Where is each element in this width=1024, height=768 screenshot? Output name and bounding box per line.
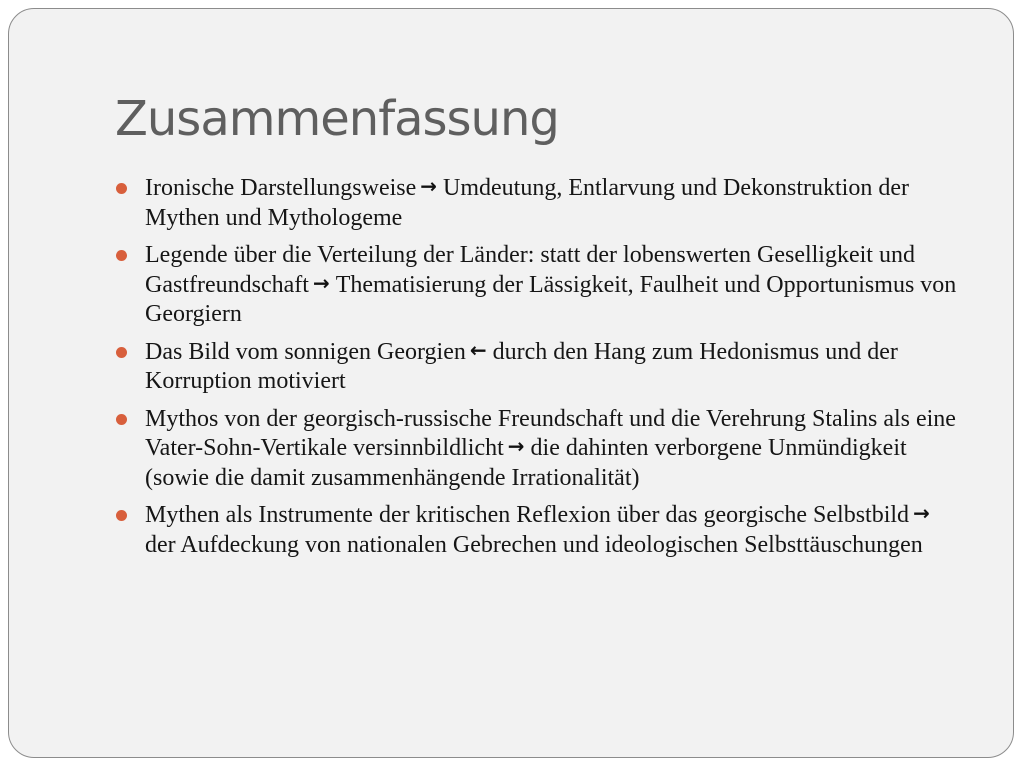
arrow-right-icon: → <box>507 434 525 458</box>
bullet-dot-icon <box>116 250 127 261</box>
bullet-text: der Aufdeckung von nationalen Gebrechen und ideologischen Selbsttäuschungen <box>145 531 923 558</box>
bullet-item <box>145 405 965 494</box>
bullet-item <box>145 241 965 330</box>
bullet-item <box>145 174 965 233</box>
bullet-dot-icon <box>116 347 127 358</box>
arrow-right-icon: → <box>312 270 330 295</box>
arrow-right-icon: → <box>420 174 438 198</box>
slide <box>8 8 1014 758</box>
bullet-text: Legende über die Verteilung der Länder: statt der lobenswerten Geselligkeit und Gastfreundschaft <box>145 242 915 298</box>
bullet-text: die dahinten verborgene Unmündigkeit (sowie die damit zusammenhängende Irrationalität) <box>145 435 907 491</box>
bullet-list <box>145 174 965 568</box>
arrow-right-icon: → <box>913 501 930 525</box>
bullet-text: Mythen als Instrumente der kritischen Reflexion über das georgische Selbstbild <box>145 502 910 528</box>
bullet-item <box>145 501 965 560</box>
bullet-text: durch den Hang zum Hedonismus und der Korruption motiviert <box>145 338 898 394</box>
bullet-dot-icon <box>116 183 127 194</box>
bullet-text: Umdeutung, Entlarvung und Dekonstruktion der Mythen und Mythologeme <box>145 175 909 231</box>
bullet-dot-icon <box>116 510 127 521</box>
slide-title: Zusammenfassung <box>115 91 559 147</box>
bullet-dot-icon <box>116 414 127 425</box>
arrow-left-icon: ← <box>469 337 487 362</box>
bullet-item <box>145 338 965 397</box>
bullet-text: Mythos von der georgisch-russische Freundschaft und die Verehrung Stalins als eine Vater-Sohn-Vertikale versinnbildlicht <box>145 405 956 461</box>
bullet-text: Ironische Darstellungsweise <box>145 175 417 201</box>
bullet-text: Das Bild vom sonnigen Georgien <box>145 338 466 365</box>
bullet-text: Thematisierung der Lässigkeit, Faulheit und Opportunismus von Georgiern <box>145 271 957 327</box>
